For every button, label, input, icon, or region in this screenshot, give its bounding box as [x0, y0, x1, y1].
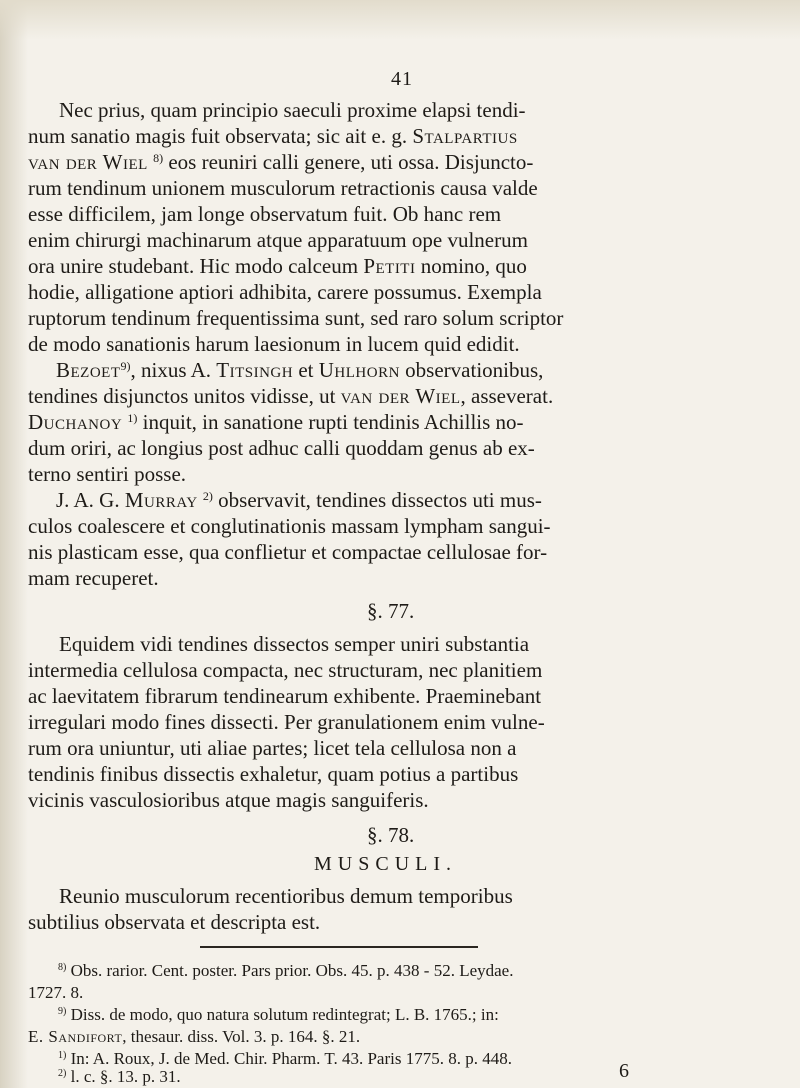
text-line: hodie, alligatione aptiori adhibita, carere possumus. Exempla [28, 280, 542, 304]
footnote: $^{1)}$ In: A. Roux, J. de Med. Chir. Pharm. T. 43. Paris 1775. 8. p. 448. [58, 1049, 512, 1068]
text-line: rum ora uniuntur, uti aliae partes; licet tela cellulosa non a [28, 736, 517, 760]
text-line: ora unire studebant. Hic modo calceum Petiti nomino, quo [28, 254, 527, 278]
catchword: 6 [619, 1060, 629, 1082]
footnote: E. Sandifort, thesaur. diss. Vol. 3. p. 164. §. 21. [28, 1027, 361, 1046]
footnote: 1727. 8. [28, 983, 84, 1002]
text-line: tendines disjunctos unitos vidisse, ut van der Wiel, asseverat. [28, 384, 554, 408]
page-edge-shadow [0, 0, 28, 1088]
text-line: subtilius observata et descripta est. [28, 910, 321, 934]
text-line: nis plasticam esse, qua conflietur et compactae cellulosae for- [28, 540, 548, 564]
author-name: Stalpartius [412, 124, 518, 148]
text-line: intermedia cellulosa compacta, nec structuram, nec planitiem [28, 658, 543, 682]
author-name: Bezoet [56, 358, 121, 382]
text-line: esse difficilem, jam longe observatum fuit. Ob hanc rem [28, 202, 502, 226]
footnote-ref: 9) [120, 359, 131, 373]
section-number: §. 78. [367, 823, 415, 847]
section-heading: MUSCULI. [314, 853, 458, 875]
author-name: E. Sandifort [28, 1027, 123, 1046]
text-line: dum oriri, ac longius post adhuc calli quoddam genus ab ex- [28, 436, 535, 460]
text-line: num sanatio magis fuit observata; sic ait e. g. Stalpartius [28, 124, 518, 148]
text-line: van der Wiel $^{8)}$ eos reuniri calli genere, uti ossa. Disjuncto- [28, 150, 534, 174]
footnote-ref: 8) [153, 151, 164, 165]
text-line: terno sentiri posse. [28, 462, 187, 486]
section-number: §. 77. [367, 599, 415, 623]
footnote-mark: 2) [58, 1068, 67, 1079]
text-line: tendinis finibus dissectis exhaletur, quam potius a partibus [28, 762, 519, 786]
text-line: Nec prius, quam principio saeculi proxime elapsi tendi- [59, 98, 526, 122]
text-line: Reunio musculorum recentioribus demum temporibus [59, 884, 513, 908]
page-top-shadow [0, 0, 800, 40]
text-line: ac laevitatem fibrarum tendinearum exhibente. Praeminebant [28, 684, 542, 708]
page-number: 41 [391, 68, 413, 90]
author-name: Petiti [363, 254, 416, 278]
text-line: Bezoet$^{9)}$, nixus A. Titsingh et Uhlhorn observationibus, [56, 358, 544, 382]
text-line: mam recuperet. [28, 566, 159, 590]
footnote-mark: 8) [58, 962, 67, 973]
author-name: van der Wiel [28, 150, 148, 174]
author-name: Titsingh [216, 358, 294, 382]
text-line: ruptorum tendinum frequentissima sunt, sed raro solum scriptor [28, 306, 564, 330]
footnote-mark: 9) [58, 1006, 67, 1017]
text-line: irregulari modo fines dissecti. Per granulationem enim vulne- [28, 710, 545, 734]
text-line: de modo sanationis harum laesionum in lucem quid edidit. [28, 332, 520, 356]
footnote-ref: 1) [127, 411, 138, 425]
footnote: $^{8)}$ Obs. rarior. Cent. poster. Pars prior. Obs. 45. p. 438 - 52. Leydae. [58, 961, 514, 980]
text-line: J. A. G. Murray $^{2)}$ observavit, tendines dissectos uti mus- [56, 488, 542, 512]
footnote-ref: 2) [202, 489, 213, 503]
author-name: Uhlhorn [318, 358, 400, 382]
author-name: Murray [124, 488, 198, 512]
text-line: Equidem vidi tendines dissectos semper uniri substantia [59, 632, 530, 656]
text-line: rum tendinum unionem musculorum retractionis causa valde [28, 176, 538, 200]
footnote: $^{2)}$ l. c. §. 13. p. 31. [58, 1067, 181, 1086]
text-line: enim chirurgi machinarum atque apparatuum ope vulnerum [28, 228, 528, 252]
text-line: vicinis vasculosioribus atque magis sanguiferis. [28, 788, 429, 812]
footnote: $^{9)}$ Diss. de modo, quo natura solutum redintegrat; L. B. 1765.; in: [58, 1005, 499, 1024]
text-line: culos coalescere et conglutinationis massam lympham sangui- [28, 514, 551, 538]
footnote-divider [200, 946, 478, 948]
author-name: Duchanoy [28, 410, 123, 434]
footnote-mark: 1) [58, 1050, 67, 1061]
text-line: Duchanoy $^{1)}$ inquit, in sanatione rupti tendinis Achillis no- [28, 410, 524, 434]
author-name: van der Wiel [340, 384, 461, 408]
